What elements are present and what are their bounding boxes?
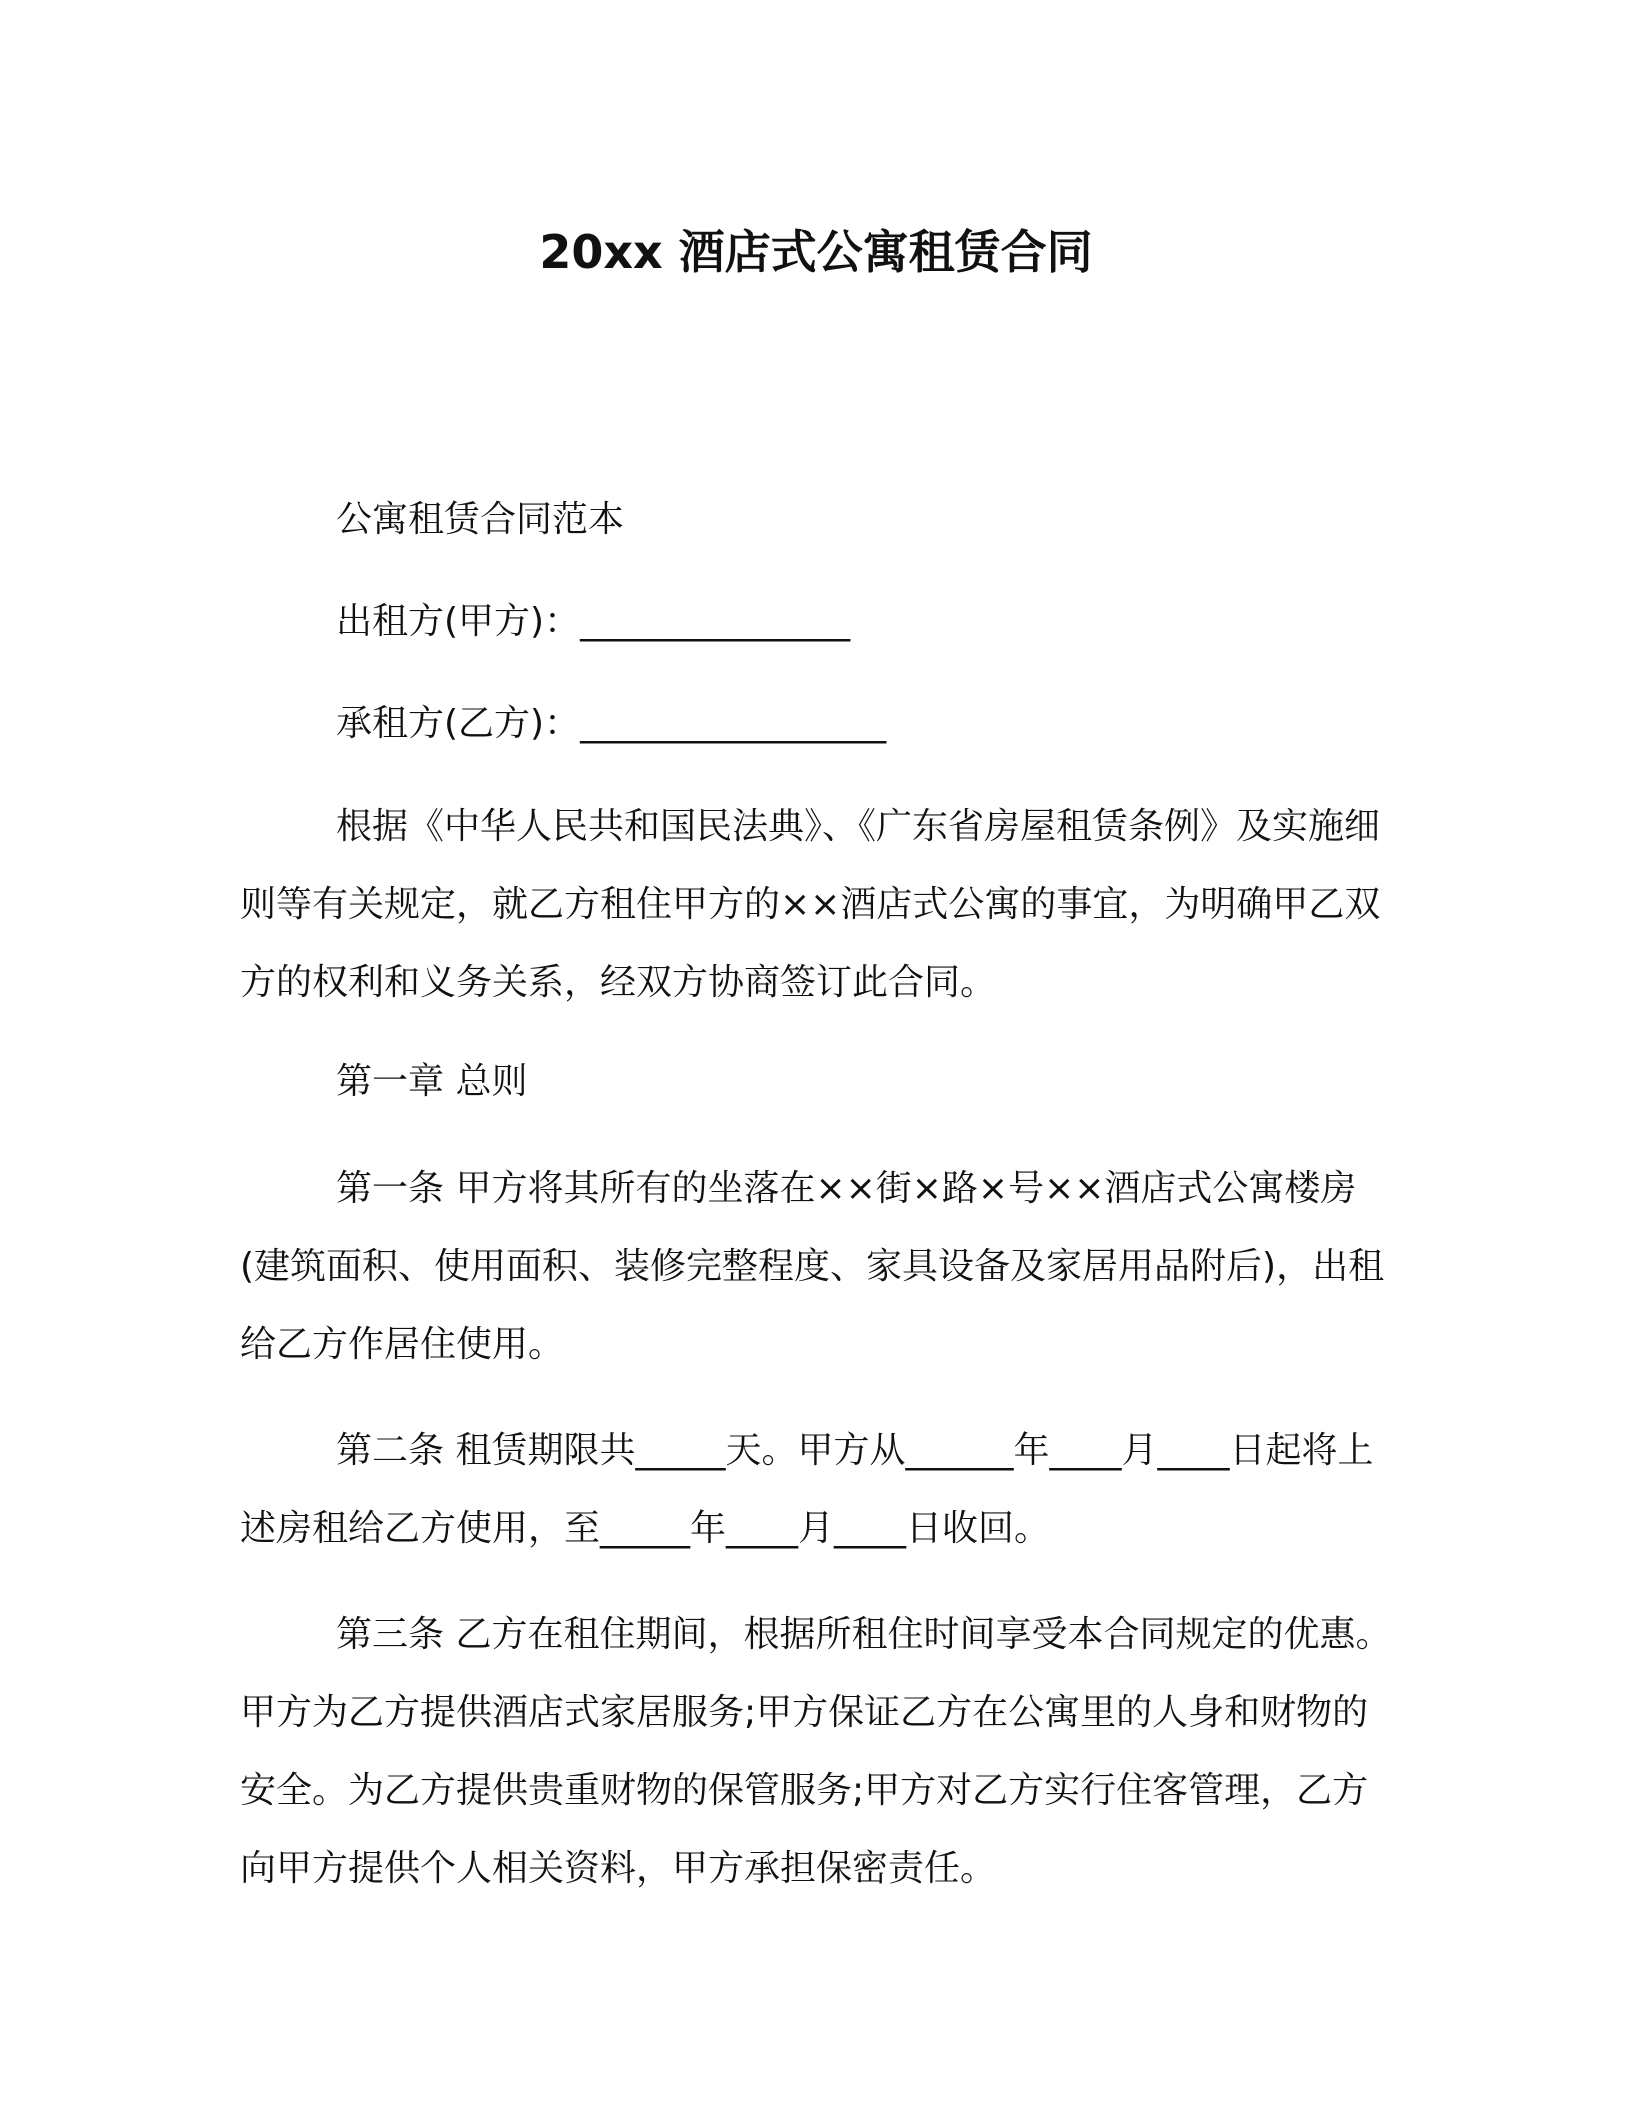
article-2-paragraph: 第二条 租赁期限共_____天。甲方从______年____月____日起将上述房租给乙方使用，至_____年____月____日收回。	[240, 1430, 1374, 1549]
article-3-block	[240, 1596, 1400, 1908]
party-b-line: 承租方(乙方)：_________________	[336, 703, 887, 744]
subtitle: 公寓租赁合同范本	[336, 499, 625, 540]
document-title: 20xx 酒店式公寓租赁合同	[539, 225, 1093, 279]
preamble-paragraph: 根据《中华人民共和国民法典》、《广东省房屋租赁条例》及实施细则等有关规定，就乙方租住甲方的××酒店式公寓的事宜，为明确甲乙双方的权利和义务关系，经双方协商签订此合同。	[240, 806, 1381, 1003]
party-a-line: 出租方(甲方)：_______________	[336, 601, 851, 642]
article-3-paragraph: 第三条 乙方在租住期间，根据所租住时间享受本合同规定的优惠。甲方为乙方提供酒店式家居服务;甲方保证乙方在公寓里的人身和财物的安全。为乙方提供贵重财物的保管服务;甲方对乙方实行住客管理，乙方向甲方提供个人相关资料，甲方承担保密责任。	[240, 1614, 1392, 1889]
preamble-block	[240, 788, 1400, 1022]
article-2-block	[240, 1412, 1400, 1568]
article-1-paragraph: 第一条 甲方将其所有的坐落在××街×路×号××酒店式公寓楼房(建筑面积、使用面积、装修完整程度、家具设备及家居用品附后)，出租给乙方作居住使用。	[240, 1168, 1385, 1365]
chapter-heading: 第一章 总则	[336, 1061, 528, 1102]
article-1-block	[240, 1150, 1400, 1384]
